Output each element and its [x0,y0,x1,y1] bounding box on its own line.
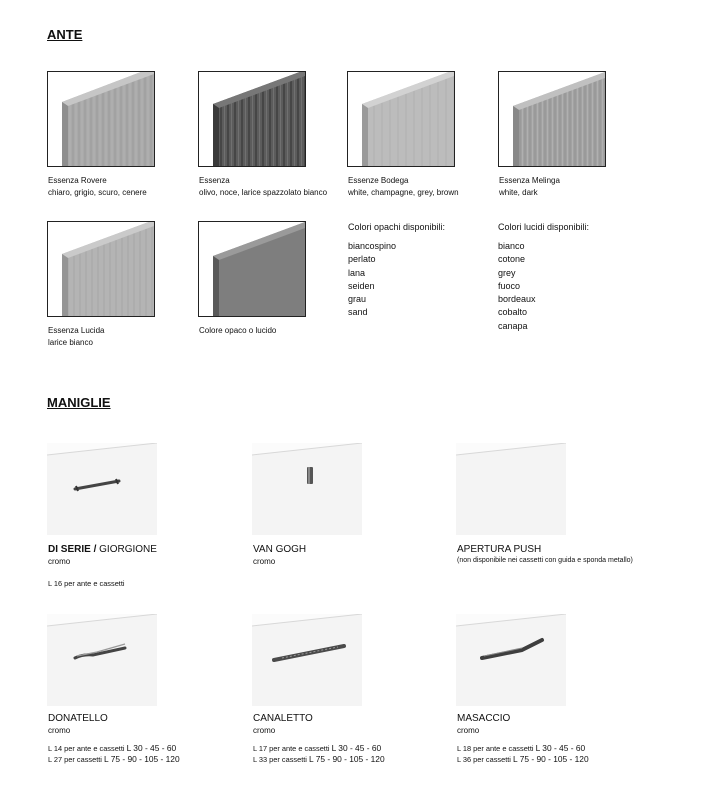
handle-size-note: L 17 per ante e cassetti [253,744,330,753]
handle-finish: cromo [48,726,71,735]
swatch-label: Essenza [199,176,230,185]
gloss-color-item: cotone [498,254,526,265]
handle-image-canaletto [252,614,362,706]
handle-size-note: L 36 per cassetti [457,755,511,764]
opaque-color-item: biancospino [348,241,397,251]
handle-lengths: L 30 - 45 - 60 [535,743,586,753]
handle-lengths: L 30 - 45 - 60 [126,743,177,753]
swatch-label: Essenze Bodega [348,176,409,185]
handle-lengths: L 75 - 90 - 105 - 120 [104,754,180,764]
handle-size-note: L 18 per ante e cassetti [457,744,534,753]
section-title-ante: ANTE [47,27,83,42]
handle-image-vangogh [252,443,362,535]
swatch-lucida [47,221,155,317]
gloss-color-item: cobalto [498,307,528,318]
handle-size-note: L 16 per ante e cassetti [48,579,125,588]
handle-lengths: L 75 - 90 - 105 - 120 [513,754,589,764]
handle-size-note: L 27 per cassetti [48,755,102,764]
opaque-color-item: perlato [348,254,376,265]
gloss-color-item: canapa [498,320,528,331]
handle-lengths: L 75 - 90 - 105 - 120 [309,754,385,764]
swatch-desc: chiaro, grigio, scuro, cenere [48,188,147,197]
handle-name: DONATELLO [48,713,108,724]
swatch-label: Essenza Lucida [48,326,105,335]
handle-name: CANALETTO [253,713,313,724]
swatch-label: Essenza Melinga [499,176,560,185]
handle-name: GIORGIONE [99,544,157,555]
swatch-essenza [198,71,306,167]
gloss-color-item: fuoco [498,280,521,291]
lucidi-list [498,240,536,333]
handle-finish: cromo [457,726,480,735]
handle-finish: cromo [253,557,276,566]
handle-name: VAN GOGH [253,544,307,555]
swatch-melinga [498,71,606,167]
handle-name: MASACCIO [457,713,511,724]
section-title-maniglie: MANIGLIE [47,395,111,410]
opaque-color-item: lana [348,267,366,278]
handle-series-label: DI SERIE [48,544,91,555]
swatch-desc: white, champagne, grey, brown [348,188,459,197]
gloss-color-item: bianco [498,241,525,251]
handle-size-note: L 14 per ante e cassetti [48,744,125,753]
swatch-rovere [47,71,155,167]
handle-lengths: L 30 - 45 - 60 [331,743,382,753]
swatch-bodega [347,71,455,167]
opaque-color-item: grau [348,294,367,305]
swatch-label: Essenza Rovere [48,176,107,185]
opachi-list [348,240,396,320]
swatch-label: Colore opaco o lucido [199,326,277,335]
lucidi-title: Colori lucidi disponibili: [498,222,590,232]
handle-size-note: L 33 per cassetti [253,755,307,764]
handle-image-donatello [47,614,157,706]
gloss-color-item: bordeaux [498,294,536,305]
handle-finish: (non disponibile nei cassetti con guida e sponda metallo) [457,557,633,564]
gloss-color-item: grey [498,267,516,278]
opaque-color-item: sand [348,307,368,318]
handle-finish: cromo [253,726,276,735]
swatch-desc: larice bianco [48,338,93,347]
handle-finish: cromo [48,557,71,566]
handle-name: APERTURA PUSH [457,544,542,555]
handle-image-giorgione [47,443,157,535]
handle-separator: / [90,544,100,555]
handle-image-masaccio [456,614,566,706]
swatch-desc: olivo, noce, larice spazzolato bianco [199,188,328,197]
opaque-color-item: seiden [348,280,375,291]
swatch-colore [198,221,306,317]
opachi-title: Colori opachi disponibili: [348,222,446,232]
swatch-desc: white, dark [499,188,538,197]
handle-image-push [456,443,566,535]
